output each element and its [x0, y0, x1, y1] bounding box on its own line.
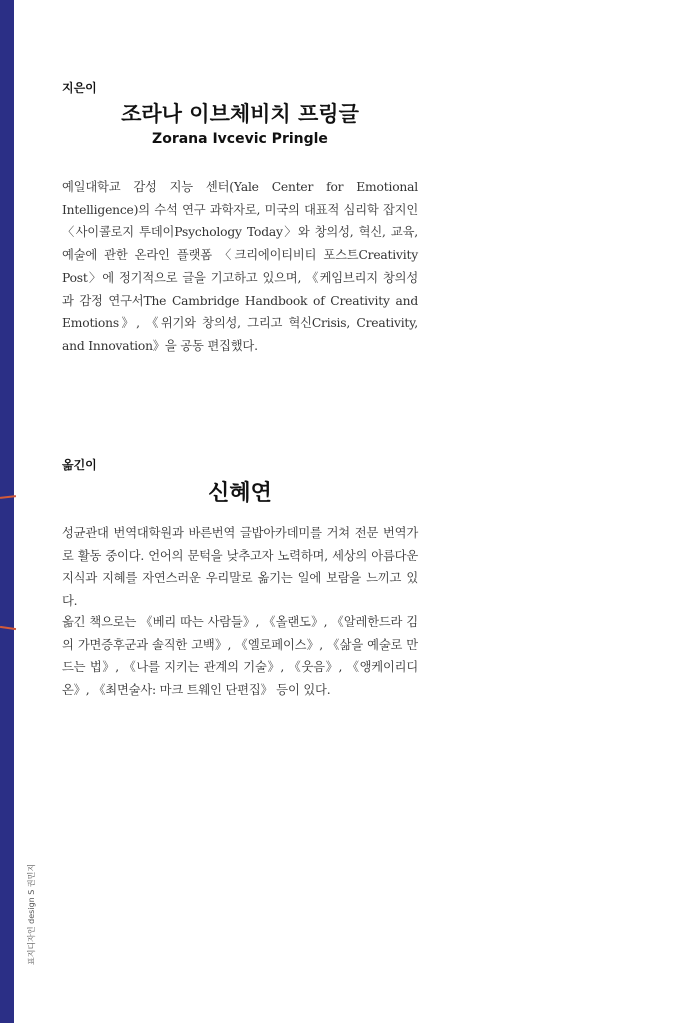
- author-name-korean: 조라나 이브체비치 프링글: [121, 102, 359, 126]
- translator-bio-intro: 성균관대 번역대학원과 바른번역 글밥아카데미를 거쳐 전문 번역가로 활동 중이다. 언어의 문턱을 낮추고자 노력하며, 세상의 아름다운 지식과 지혜를 자연스러운 우리말로 옮기는 일에 보람을 느끼고 있다.: [62, 526, 418, 609]
- translator-bio-books: 옮긴 책으로는 《베리 따는 사람들》, 《올랜도》, 《알레한드라 김의 가면증후군과 솔직한 고백》, 《엘로페이스》, 《삶을 예술로 만드는 법》, 《나를 지키는 관계의 기술》, 《웃음》, 《앵케이리디온》, 《최면술사: 마크 트웨인 단편집》 등이 있다.: [62, 615, 418, 698]
- translator-name: 신혜연: [208, 481, 272, 506]
- cover-design-credit: 표지디자인 design S 권민지: [27, 863, 36, 965]
- author-name-english: Zorana Ivcevic Pringle: [152, 131, 328, 147]
- spine-band: [0, 0, 14, 1023]
- translator-label: 옮긴이: [62, 458, 97, 472]
- author-label: 지은이: [62, 81, 97, 95]
- author-bio: 예일대학교 감성 지능 센터(Yale Center for Emotional Intelligence)의 수석 연구 과학자로, 미국의 대표적 심리학 잡지인 〈사이콜로지 투데이Psychology Today〉와 창의성, 혁신, 교육, 예술에 관한 온라인 플랫폼 〈크리에이티비티 포스트Creativity Post〉에 정기적으로 글을 기고하고 있으며, 《케임브리지 창의성과 감정 연구서The Cambridge Handbook of Creativity and Emotions》, 《위기와 창의성, 그리고 혁신Crisis, Creativity, and Innovation》을 공동 편집했다.: [62, 180, 418, 353]
